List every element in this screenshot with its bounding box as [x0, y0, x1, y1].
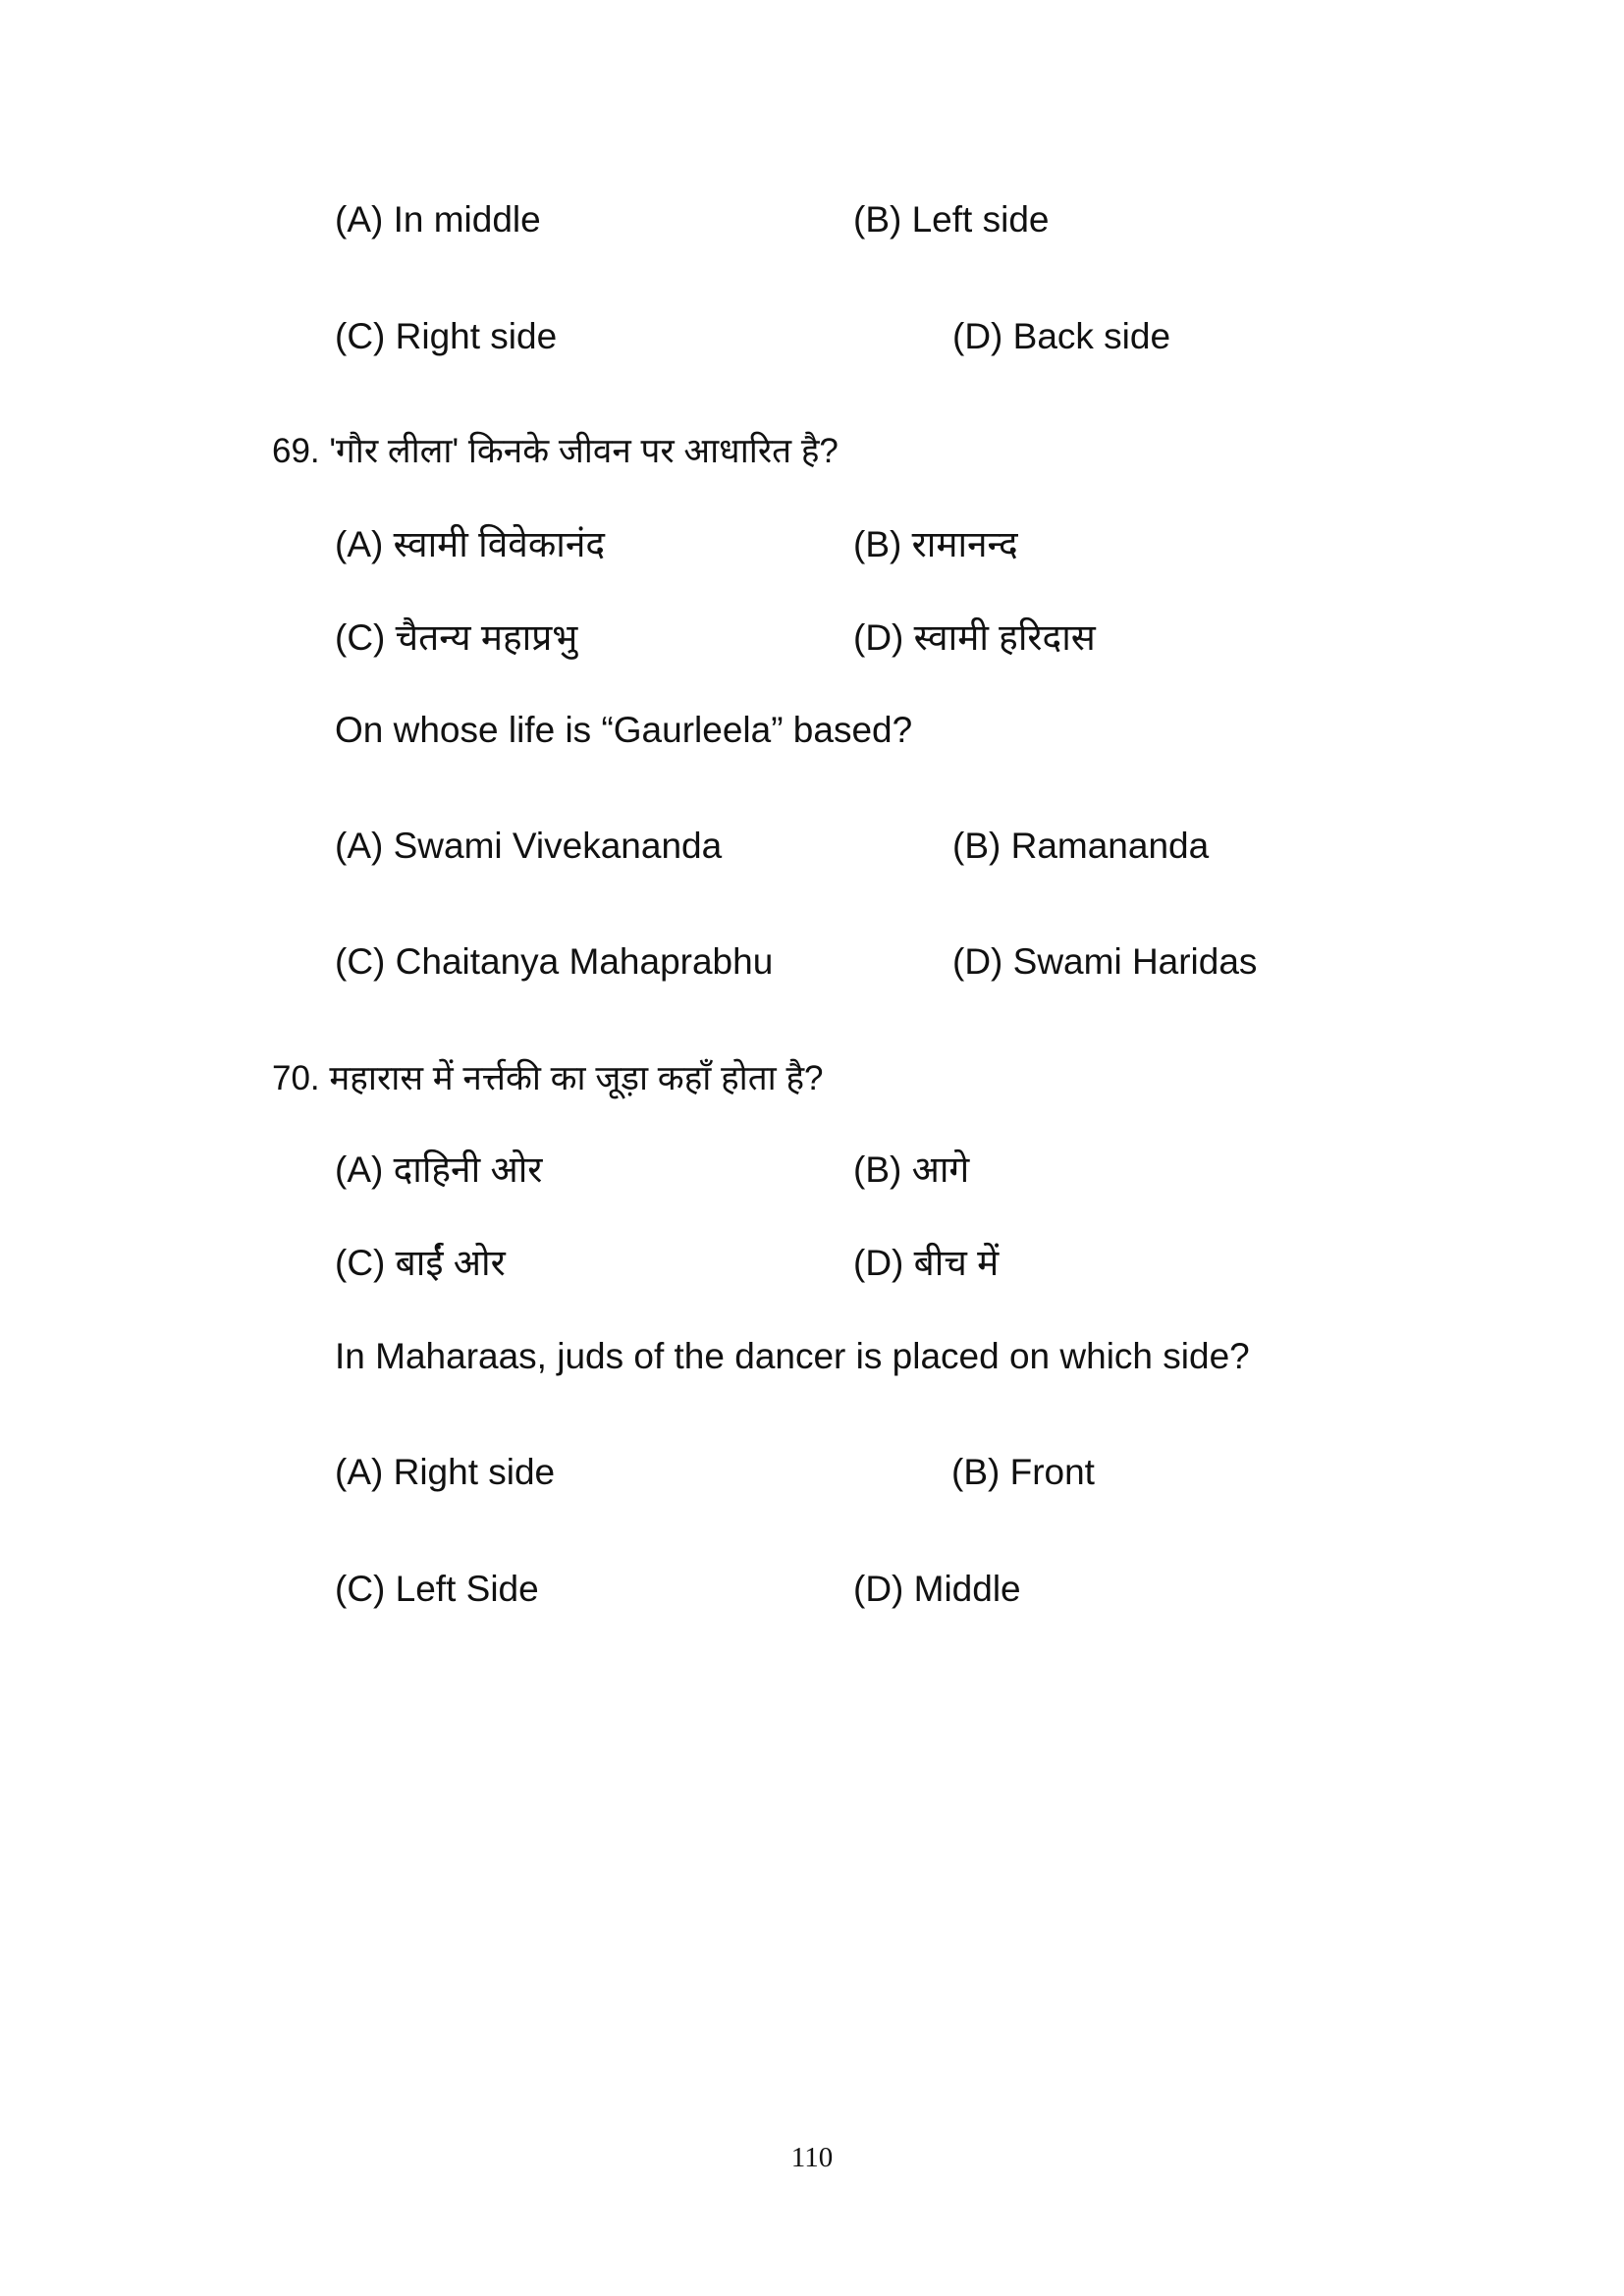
q68-option-c: (C) Right side [335, 316, 558, 356]
q69-english-option-b: (B) Ramananda [952, 826, 1210, 866]
q70-hindi-question: 70. महारास में नर्त्तकी का जूड़ा कहाँ होता है? [272, 1059, 824, 1097]
q69-english-question: On whose life is “Gaurleela” based? [335, 710, 913, 750]
q70-english-question: In Maharaas, juds of the dancer is placed on which side? [335, 1336, 1250, 1376]
q70-hindi-option-c: (C) बाईं ओर [335, 1243, 506, 1283]
q70-hindi-option-b: (B) आगे [853, 1149, 970, 1190]
q69-hindi-option-c: (C) चैतन्य महाप्रभु [335, 617, 578, 658]
q69-english-option-c: (C) Chaitanya Mahaprabhu [335, 941, 774, 982]
q70-hindi-option-a: (A) दाहिनी ओर [335, 1149, 543, 1190]
q70-english-option-d: (D) Middle [853, 1569, 1021, 1609]
q69-hindi-option-d: (D) स्वामी हरिदास [853, 617, 1096, 658]
q69-hindi-option-b: (B) रामानन्द [853, 524, 1018, 564]
q68-option-a: (A) In middle [335, 199, 541, 240]
q69-english-option-a: (A) Swami Vivekananda [335, 826, 723, 866]
q70-english-option-a: (A) Right side [335, 1452, 556, 1492]
q70-hindi-option-d: (D) बीच में [853, 1243, 1000, 1283]
q69-hindi-question: 69. 'गौर लीला' किनके जीवन पर आधारित है? [272, 432, 839, 470]
q69-english-option-d: (D) Swami Haridas [952, 941, 1258, 982]
q70-english-option-c: (C) Left Side [335, 1569, 539, 1609]
q69-hindi-option-a: (A) स्वामी विवेकानंद [335, 524, 606, 564]
page-number: 110 [790, 2142, 834, 2173]
q68-option-b: (B) Left side [853, 199, 1050, 240]
q70-english-option-b: (B) Front [951, 1452, 1095, 1492]
q68-option-d: (D) Back side [952, 316, 1171, 356]
